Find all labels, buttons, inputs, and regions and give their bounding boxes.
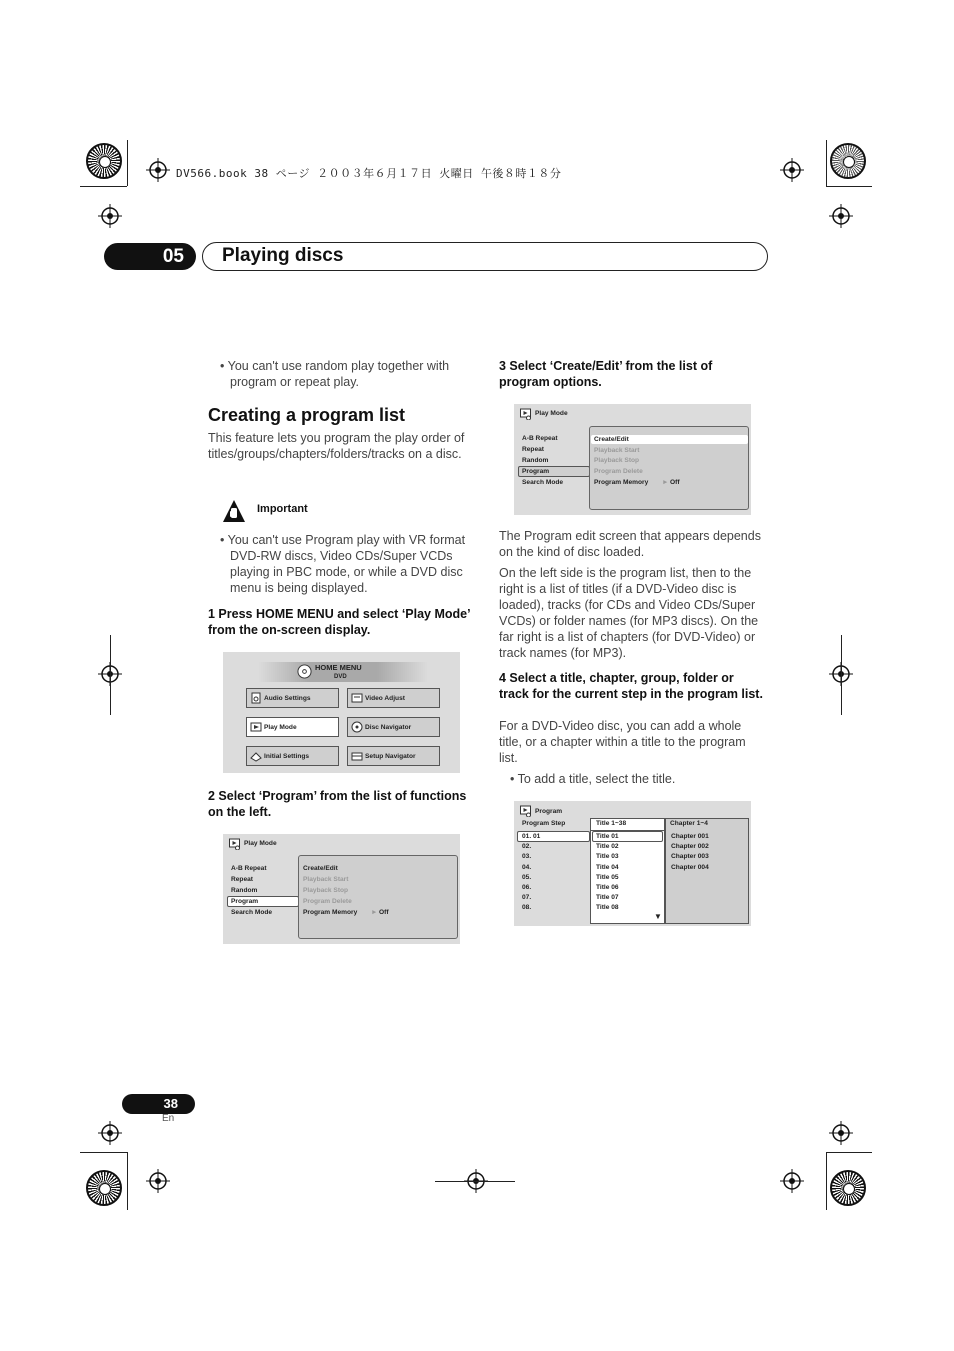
arrow-right-icon: ► (662, 479, 669, 486)
home-menu-setup-navigator-button[interactable]: Setup Navigator (347, 746, 440, 766)
title-item[interactable]: Title 08 (596, 904, 619, 911)
home-menu-video-adjust-button[interactable]: Video Adjust (347, 688, 440, 708)
bullet-random-play: • You can't use random play together with program or repeat play. (220, 359, 450, 389)
program-step-item[interactable]: 01. 01 (522, 833, 541, 840)
crop-line (110, 635, 111, 715)
section-title: Creating a program list (208, 405, 406, 425)
registration-mark-icon (98, 1121, 122, 1145)
paragraph-dvd-video: For a DVD-Video disc, you can add a whole title, or a chapter within a title to the program list. (499, 719, 746, 765)
chapter-number-badge: 05 (104, 243, 196, 270)
chapter-title: Playing discs (222, 245, 344, 266)
program-memory-value: Off (379, 909, 389, 916)
program-memory-value: Off (670, 479, 680, 486)
crop-line (826, 186, 872, 187)
chapter-range-header: Chapter 1~4 (670, 820, 708, 827)
program-step-item[interactable]: 04. (522, 864, 532, 871)
menu-item-program[interactable]: Program (522, 468, 550, 475)
program-step-item[interactable]: 06. (522, 884, 532, 891)
section-intro: This feature lets you program the play order of titles/groups/chapters/folders/tracks on a disc. (208, 431, 465, 461)
option-program-memory[interactable]: Program Memory (303, 909, 358, 916)
home-menu-initial-settings-button[interactable]: Initial Settings (246, 746, 339, 766)
crop-line (127, 1152, 128, 1210)
crop-line (826, 140, 827, 186)
title-item[interactable]: Title 03 (596, 853, 619, 860)
home-menu-disc-navigator-button[interactable]: Disc Navigator (347, 717, 440, 737)
home-menu-subtitle: DVD (334, 674, 347, 680)
menu-item-search-mode[interactable]: Search Mode (522, 479, 564, 486)
page-language: En (162, 1113, 175, 1124)
paragraph-layout: On the left side is the program list, then to the right is a list of titles (if a DVD-Video disc is loaded), tracks (for CDs and Video CDs/Super VCDs) or folder names (for MP3 discs). On the far right is a list of chapters (for DVD-Video) or track names (for MP3). (499, 566, 759, 660)
disc-icon (297, 664, 312, 679)
arrow-right-icon: ► (371, 909, 378, 916)
option-program-memory[interactable]: Program Memory (594, 479, 649, 486)
option-playback-stop: Playback Stop (594, 457, 640, 464)
menu-item-random[interactable]: Random (231, 887, 258, 894)
menu-item-random[interactable]: Random (522, 457, 549, 464)
step-2: 2 Select ‘Program’ from the list of functions on the left. (208, 789, 467, 819)
registration-mark-icon (780, 1169, 804, 1193)
program-step-item[interactable]: 02. (522, 843, 532, 850)
warning-hand-icon (222, 499, 246, 523)
book-info-line: DV566.book 38 ページ ２００３年６月１７日 火曜日 午後８時１８分 (176, 167, 562, 180)
program-step-item[interactable]: 08. (522, 904, 532, 911)
play-mode-icon (519, 408, 532, 420)
option-program-delete: Program Delete (594, 468, 643, 475)
title-item[interactable]: Title 06 (596, 884, 619, 891)
printer-burst-mark-bl (86, 1170, 122, 1206)
step-3: 3 Select ‘Create/Edit’ from the list of program options. (499, 359, 713, 389)
printer-burst-mark-tr (830, 143, 866, 179)
chapter-item[interactable]: Chapter 003 (671, 853, 709, 860)
program-step-item[interactable]: 07. (522, 894, 532, 901)
registration-mark-icon (98, 204, 122, 228)
home-menu-play-mode-button[interactable]: Play Mode (246, 717, 339, 737)
crop-line (841, 635, 842, 715)
important-label: Important (257, 503, 308, 515)
crop-line (80, 1152, 127, 1153)
program-screen-title: Program (535, 808, 563, 815)
menu-item-ab-repeat[interactable]: A-B Repeat (231, 865, 267, 872)
title-item[interactable]: Title 02 (596, 843, 619, 850)
video-icon (351, 692, 363, 704)
printer-burst-mark-tl (86, 143, 122, 179)
option-create-edit[interactable]: Create/Edit (303, 865, 338, 872)
chapter-item[interactable]: Chapter 004 (671, 864, 709, 871)
crop-line (127, 140, 128, 186)
option-playback-stop: Playback Stop (303, 887, 349, 894)
chapter-item[interactable]: Chapter 001 (671, 833, 709, 840)
menu-item-ab-repeat[interactable]: A-B Repeat (522, 435, 558, 442)
menu-item-repeat[interactable]: Repeat (522, 446, 544, 453)
crop-line (435, 1181, 515, 1182)
play-mode-title: Play Mode (535, 410, 568, 417)
bullet-program-restrictions: • You can't use Program play with VR format DVD-RW discs, Video CDs/Super VCDs playing in PBC mode, or while a DVD disc menu is being displayed. (220, 533, 466, 595)
disc-navigator-icon (351, 721, 363, 733)
home-menu-title: HOME MENU (315, 663, 362, 672)
play-mode-icon (250, 721, 262, 733)
home-menu-audio-settings-button[interactable]: Audio Settings (246, 688, 339, 708)
play-mode-icon (228, 838, 241, 850)
scroll-down-arrow-icon[interactable]: ▼ (654, 912, 662, 921)
step-1: 1 Press HOME MENU and select ‘Play Mode’ from the on-screen display. (208, 607, 470, 637)
program-icon (519, 805, 532, 817)
registration-mark-icon (780, 158, 804, 182)
chapter-item[interactable]: Chapter 002 (671, 843, 709, 850)
program-step-item[interactable]: 03. (522, 853, 532, 860)
menu-item-program[interactable]: Program (231, 898, 259, 905)
title-item[interactable]: Title 05 (596, 874, 619, 881)
menu-item-repeat[interactable]: Repeat (231, 876, 253, 883)
registration-mark-icon (146, 1169, 170, 1193)
option-program-delete: Program Delete (303, 898, 352, 905)
menu-item-search-mode[interactable]: Search Mode (231, 909, 273, 916)
title-range-header: Title 1~38 (596, 820, 627, 827)
title-item[interactable]: Title 01 (596, 833, 619, 840)
registration-mark-icon (146, 158, 170, 182)
printer-burst-mark-br (830, 1170, 866, 1206)
registration-mark-icon (829, 204, 853, 228)
play-mode-title: Play Mode (244, 840, 277, 847)
program-step-item[interactable]: 05. (522, 874, 532, 881)
settings-icon (250, 750, 262, 762)
page-number-badge: 38 (122, 1094, 195, 1114)
crop-line (826, 1152, 827, 1210)
option-playback-start: Playback Start (594, 447, 640, 454)
title-item[interactable]: Title 04 (596, 864, 619, 871)
crop-line (826, 1152, 872, 1153)
bullet-add-title: • To add a title, select the title. (510, 772, 676, 786)
speaker-icon (250, 692, 262, 704)
paragraph-edit-screen: The Program edit screen that appears depends on the kind of disc loaded. (499, 529, 761, 559)
option-playback-start: Playback Start (303, 876, 349, 883)
setup-navigator-icon (351, 750, 363, 762)
registration-mark-icon (829, 1121, 853, 1145)
title-item[interactable]: Title 07 (596, 894, 619, 901)
crop-line (80, 186, 127, 187)
step-4: 4 Select a title, chapter, group, folder or track for the current step in the program list. (499, 671, 763, 701)
program-step-header: Program Step (522, 820, 566, 827)
option-create-edit[interactable]: Create/Edit (594, 436, 629, 443)
